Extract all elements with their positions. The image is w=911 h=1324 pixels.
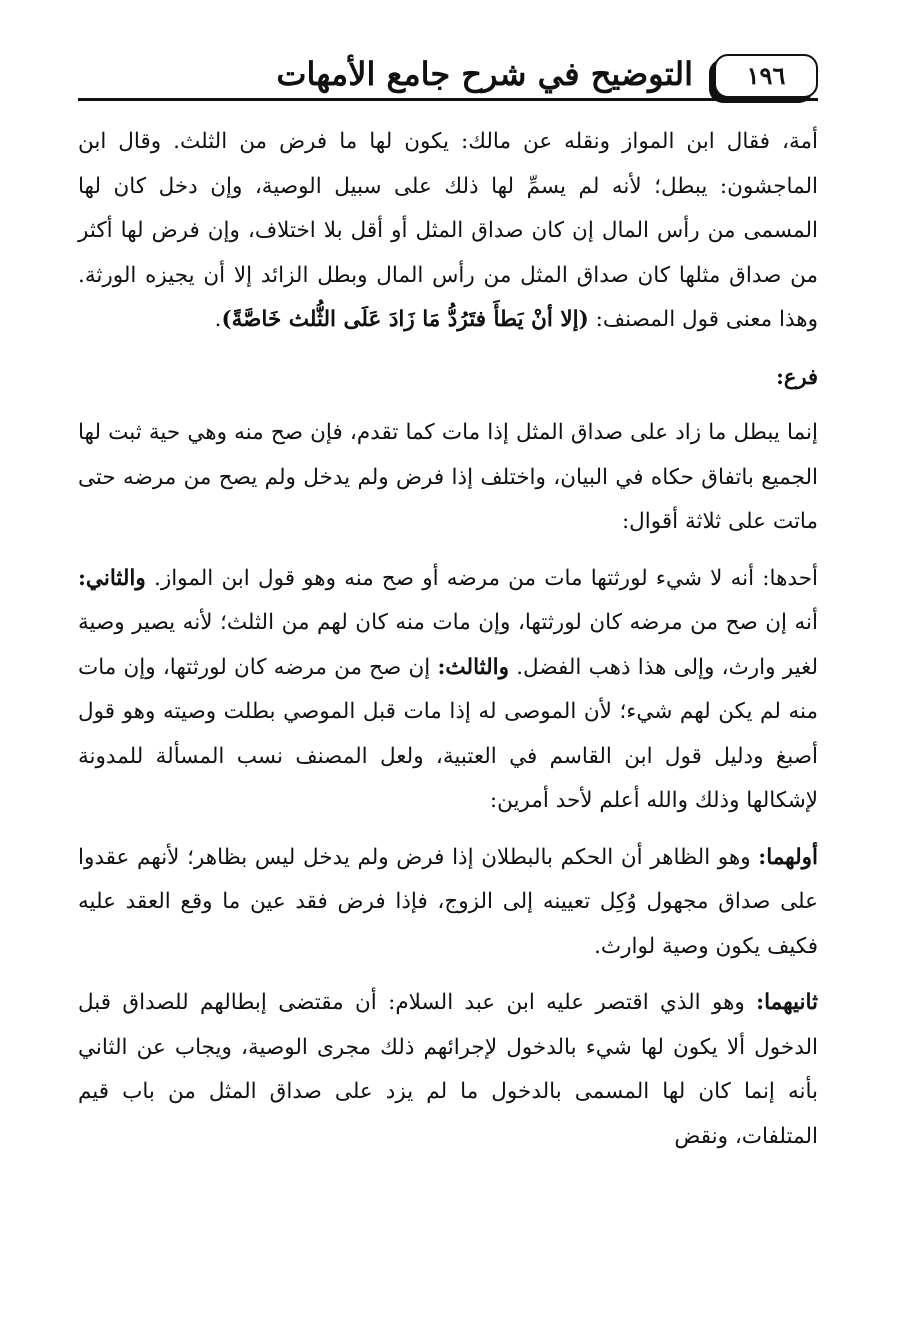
page-number-box: ١٩٦ [714, 54, 818, 98]
second-reason-label: ثانيهما: [756, 990, 818, 1015]
paragraph-1 [78, 120, 818, 343]
page-body [78, 120, 818, 1159]
paragraph-5-text: وهو الذي اقتصر عليه ابن عبد السلام: أن مقتضى إبطالهم للصداق قبل الدخول ألا يكون لها شيء بالدخول لإجرائهم ذلك مجرى الوصية، ويجاب عن الثاني بأنه إنما كان لها المسمى بالدخول ما لم يزد على صداق المثل من باب قيم المتلفات، ونقض [78, 990, 818, 1149]
paragraph-3 [78, 557, 818, 824]
paragraph-4 [78, 836, 818, 970]
paragraph-1-text: أمة، فقال ابن المواز ونقله عن مالك: يكون لها ما فرض من الثلث. وقال ابن الماجشون: يبطل؛ لأنه لم يسمِّ لها ذلك على سبيل الوصية، وإن دخل كان لها المسمى من رأس المال إن كان صداق المثل أو أقل بلا اختلاف، وإن فرض لها أكثر من صداق مثلها كان صداق المثل من رأس المال وبطل الزائد إلا أن يجيزه الورثة. وهذا معنى قول المصنف: [78, 129, 818, 332]
paragraph-1-end: . [214, 307, 222, 332]
paragraph-3-first-opinion: أحدها: أنه لا شيء لورثتها مات من مرضه أو صح منه وهو قول ابن المواز. [145, 565, 818, 591]
book-title: التوضيح في شرح جامع الأمهات [276, 55, 693, 93]
section-subheading: فرع: [776, 363, 818, 389]
paragraph-4-text: وهو الظاهر أن الحكم بالبطلان إذا فرض ولم يدخل ليس بظاهر؛ لأنهم عقدوا على صداق مجهول وُكِل تعيينه إلى الزوج، فإذا فرض فقد عين ما وقع العقد عليه فكيف يكون وصية لوارث. [78, 844, 818, 959]
first-reason-label: أولهما: [758, 844, 818, 870]
author-quote: (إلا أنْ يَطأَ فتَرُدُّ مَا زَادَ عَلَى الثُّلث خَاصَّةً) [221, 307, 589, 332]
header-rule [78, 98, 818, 101]
paragraph-3-second-opinion: أنه إن صح من مرضه كان لورثتها، وإن مات منه كان لهم من الثلث؛ لأنه يصير وصية لغير وارث، وإلى هذا ذهب الفضل. [78, 610, 818, 680]
third-opinion-label: والثالث: [437, 654, 510, 680]
paragraph-2: إنما يبطل ما زاد على صداق المثل إذا مات كما تقدم، فإن صح منه وهي حية ثبت لها الجميع باتفاق حكاه في البيان، واختلف إذا فرض ولم يدخل ولم يصح من مرضه حتى ماتت على ثلاثة أقوال: [78, 420, 818, 534]
paragraph-3-third-opinion: إن صح من مرضه كان لورثتها، وإن مات منه لم يكن لهم شيء؛ لأن الموصى له إذا مات قبل الموصي بطلت وصيته وهو قول أصبغ ودليل قول ابن القاسم في العتبية، ولعل المصنف نسب المسألة للمدونة لإشكالها وذلك والله أعلم لأحد أمرين: [78, 654, 818, 813]
paragraph-5 [78, 981, 818, 1159]
page-header [78, 50, 818, 102]
second-opinion-label: والثاني: [78, 565, 146, 591]
